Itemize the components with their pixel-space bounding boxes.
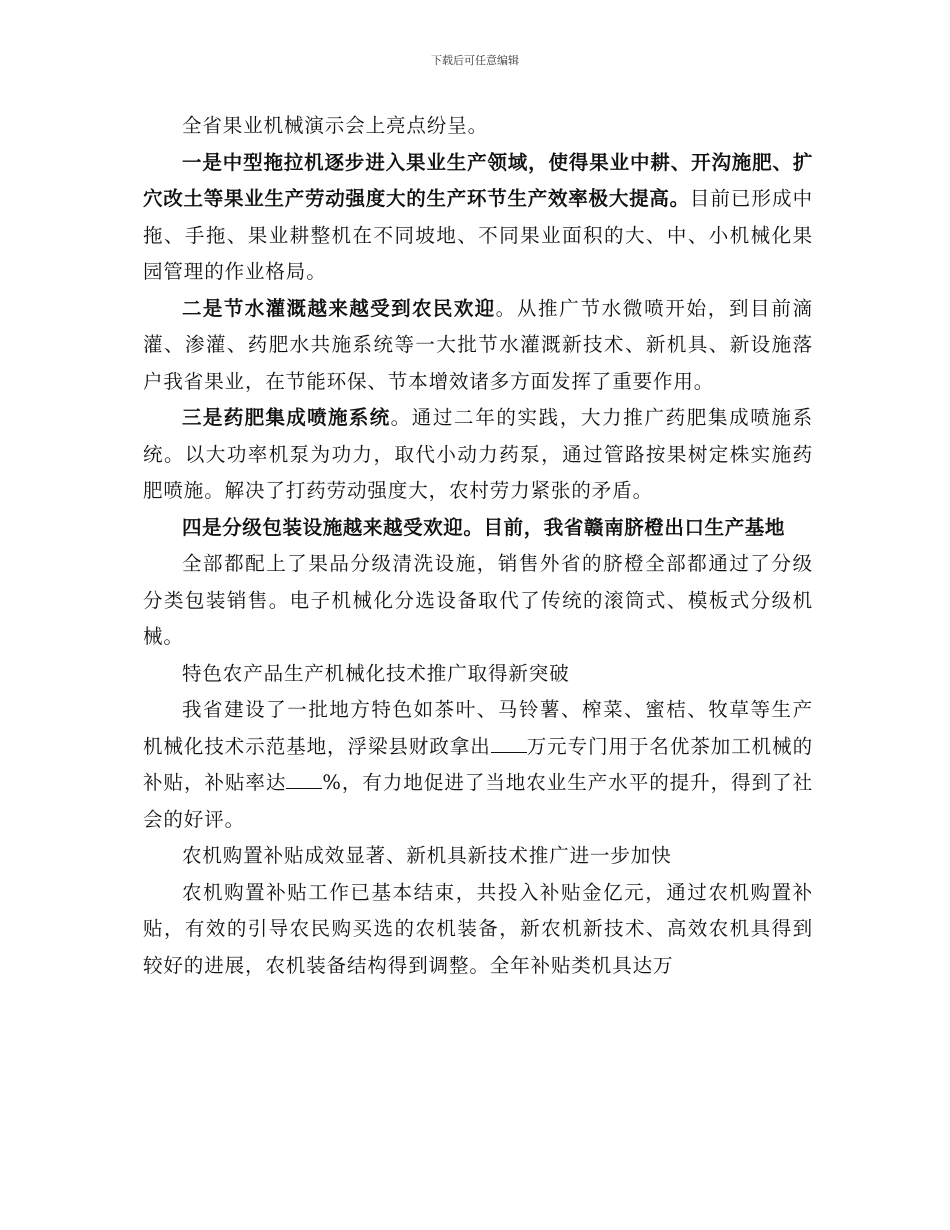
paragraph-7 (143, 692, 813, 838)
paragraph-6 (143, 546, 813, 656)
paragraph-text: 全部都配上了果品分级清洗设施，销售外省的脐橙全部都通过了分级分类包装销售。电子机械化分选设备取代了传统的滚筒式、模板式分级机械。 (143, 552, 813, 648)
paragraph-bold-lead: 二是节水灌溉越来越受到农民欢迎 (182, 296, 496, 320)
paragraph-3 (143, 291, 813, 401)
page-header: 下载后可任意编辑 (431, 54, 519, 67)
paragraph-text: 我省建设了一批地方特色如茶叶、马铃薯、榨菜、蜜桔、牧草等生产机械化技术示范基地，浮梁县财政拿出 (143, 698, 813, 758)
document-body (143, 108, 813, 984)
paragraph-bold-lead: 四是分级包装设施越来越受欢迎。目前，我省赣南脐橙出口生产基地 (182, 515, 786, 539)
paragraph-bold-lead: 一是中型拖拉机逐步进入果业生产领域，使得果业中耕、开沟施肥、扩穴改土等果业生产劳动强度大的生产环节生产效率极大提高。 (143, 150, 813, 210)
paragraph-4 (143, 400, 813, 510)
paragraph-text: 。通过二年的实践，大力推广药肥集成喷施系统。以大功率机泵为功力，取代小动力药泵，通过管路按果树定株实施药肥喷施。解决了打药劳动强度大，农村劳力紧张的矛盾。 (143, 406, 813, 502)
paragraph-text: 目前已形成中拖、手拖、果业耕整机在不同坡地、不同果业面积的大、中、小机械化果园管理的作业格局。 (143, 187, 813, 283)
paragraph-1 (143, 108, 813, 145)
heading-text: 农机购置补贴成效显著、新机具新技术推广进一步加快 (182, 844, 672, 867)
paragraph-5 (143, 510, 813, 547)
paragraph-text: 全省果业机械演示会上亮点纷呈。 (182, 114, 489, 137)
paragraph-2 (143, 145, 813, 291)
paragraph-bold-lead: 三是药肥集成喷施系统 (182, 406, 391, 429)
paragraph-text: 万元专门用于名优茶加工机械的补贴，补贴率达 (143, 734, 813, 794)
paragraph-text: 农机购置补贴工作已基本结束，共投入补贴金亿元，通过农机购置补贴，有效的引导农民购买选的农机装备，新农机新技术、高效农机具得到较好的进展，农机装备结构得到调整。全年补贴类机具达万 (143, 880, 813, 977)
section-heading-2 (143, 838, 813, 875)
fill-blank (286, 770, 322, 789)
paragraph-text: %，有力地促进了当地农业生产水平的提升，得到了社会的好评。 (143, 771, 813, 831)
section-heading-1 (143, 656, 813, 693)
heading-text: 特色农产品生产机械化技术推广取得新突破 (182, 661, 570, 685)
paragraph-8 (143, 875, 813, 985)
fill-blank (491, 734, 527, 753)
paragraph-text: 。从推广节水微喷开始，到目前滴灌、渗灌、药肥水共施系统等一大批节水灌溉新技术、新机具、新设施落户我省果业，在节能环保、节本增效诸多方面发挥了重要作用。 (143, 296, 813, 393)
